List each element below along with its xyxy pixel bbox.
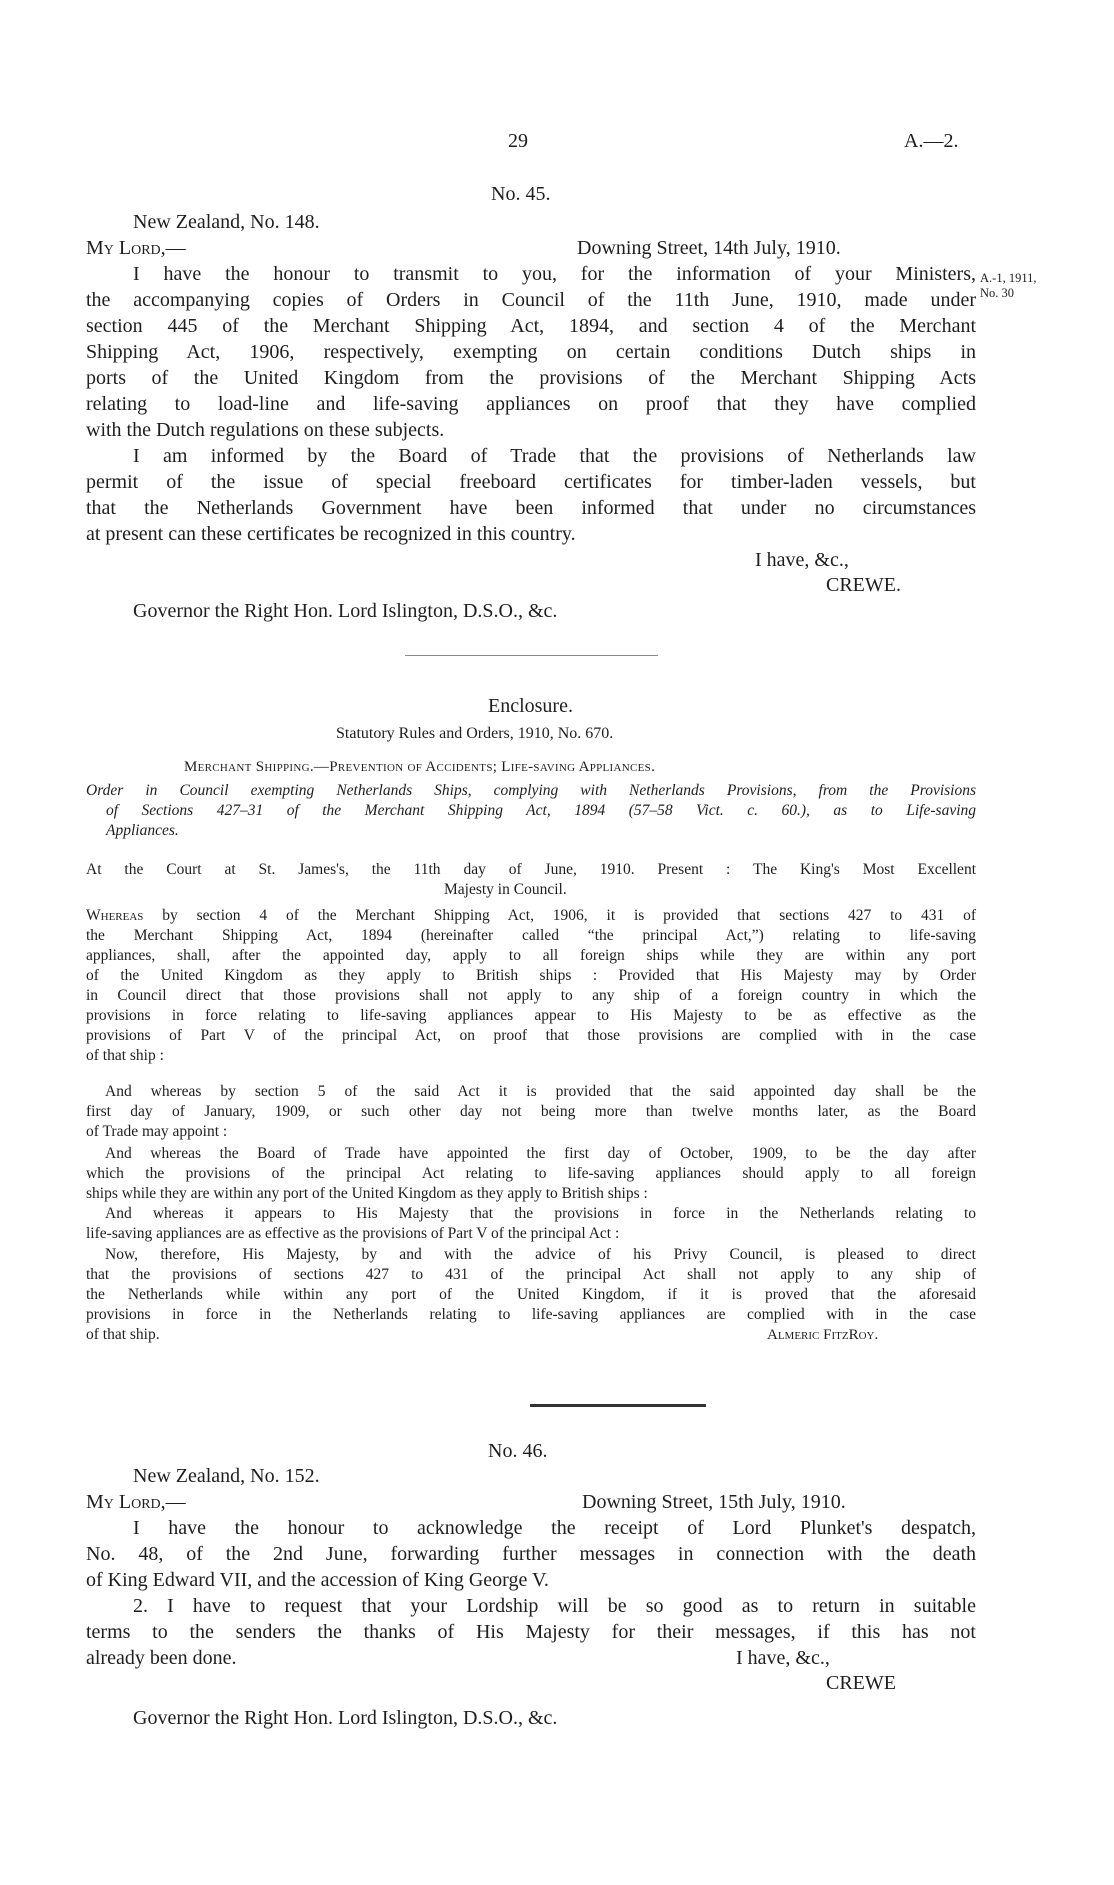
dispatch-body-para-1 xyxy=(86,1515,976,1593)
signature: CREWE xyxy=(826,1672,896,1694)
text-line: Shipping Act, 1906, respectively, exempting on certain conditions Dutch ships in xyxy=(86,341,976,363)
text-line: of King Edward VII, and the accession of King George V. xyxy=(86,1569,549,1591)
order-para-4 xyxy=(86,1204,976,1244)
text-line: section 445 of the Merchant Shipping Act, 1894, and section 4 of the Merchant xyxy=(86,315,976,337)
text-line: No. 48, of the 2nd June, forwarding further messages in connection with the death xyxy=(86,1543,976,1565)
text-line: And whereas by section 5 of the said Act it is provided that the said appointed day shall be the xyxy=(105,1083,976,1100)
place-date: Downing Street, 15th July, 1910. xyxy=(582,1491,846,1513)
dispatch-number: No. 46. xyxy=(488,1440,548,1462)
statutory-rules-reference: Statutory Rules and Orders, 1910, No. 670. xyxy=(336,725,614,742)
text-line xyxy=(86,906,976,926)
section-divider xyxy=(530,1404,706,1407)
text-line: 2. I have to request that your Lordship will be so good as to return in suitable xyxy=(133,1595,976,1617)
order-para-3 xyxy=(86,1144,976,1204)
text-line: terms to the senders the thanks of His Majesty for their messages, if this has not xyxy=(86,1621,976,1643)
text-line: with the Dutch regulations on these subjects. xyxy=(86,419,445,441)
text-line: that the provisions of sections 427 to 431 of the principal Act shall not apply to any ship of xyxy=(86,1266,976,1283)
text-line: the accompanying copies of Orders in Council of the 11th June, 1910, made under xyxy=(86,289,976,311)
order-title xyxy=(86,781,976,841)
text-line: that the Netherlands Government have been informed that under no circumstances xyxy=(86,497,976,519)
text-line: already been done. xyxy=(86,1647,237,1669)
line-rest: by section 4 of the Merchant Shipping Act, 1906, it is provided that sections 427 to 431 of xyxy=(143,907,976,924)
text-line: I have the honour to transmit to you, for the information of your Ministers, xyxy=(133,263,976,285)
text-line: Now, therefore, His Majesty, by and with the advice of his Privy Council, is pleased to direct xyxy=(105,1246,976,1263)
text-line: ships while they are within any port of the United Kingdom as they apply to British ships : xyxy=(86,1185,648,1202)
text-line: relating to load-line and life-saving appliances on proof that they have complied xyxy=(86,393,976,415)
margin-note-number: No. 30 xyxy=(980,286,1015,300)
section-divider xyxy=(405,655,658,656)
text-line: of that ship : xyxy=(86,1047,164,1064)
closing: I have, &c., xyxy=(736,1647,830,1669)
margin-note-ref: A.-1, 1911, xyxy=(980,271,1037,285)
text-line: I am informed by the Board of Trade that the provisions of Netherlands law xyxy=(133,445,976,467)
signature: CREWE. xyxy=(826,574,901,596)
text-line: the Netherlands while within any port of the United Kingdom, if it is proved that the aforesaid xyxy=(86,1286,976,1303)
text-line: which the provisions of the principal Act relating to life-saving appliances should apply to all foreign xyxy=(86,1165,976,1182)
text-line: first day of January, 1909, or such other day not being more than twelve months later, as the Board xyxy=(86,1103,976,1120)
dispatch-number: No. 45. xyxy=(491,183,551,205)
order-subject: Merchant Shipping.—Prevention of Accidents; Life-saving Appliances. xyxy=(184,759,656,775)
dispatch-body-para-2 xyxy=(86,1593,976,1671)
order-para-2 xyxy=(86,1082,976,1142)
order-para-1 xyxy=(86,906,976,1066)
text-line: Order in Council exempting Netherlands Ships, complying with Netherlands Provisions, from the Provisions xyxy=(86,782,976,799)
text-line: of that ship. xyxy=(86,1326,160,1343)
text-line: And whereas it appears to His Majesty that the provisions in force in the Netherlands relating to xyxy=(105,1205,976,1222)
salutation: My Lord,— xyxy=(86,1491,186,1513)
closing: I have, &c., xyxy=(755,549,849,571)
order-signatory: Almeric FitzRoy. xyxy=(767,1327,879,1343)
text-line: at present can these certificates be recognized in this country. xyxy=(86,523,576,545)
text-line: ports of the United Kingdom from the provisions of the Merchant Shipping Acts xyxy=(86,367,976,389)
salutation: My Lord,— xyxy=(86,237,186,259)
text-line: life-saving appliances are as effective as the provisions of Part V of the principal Act : xyxy=(86,1225,620,1242)
text-line: provisions of Part V of the principal Act, on proof that those provisions are complied with in the case xyxy=(86,1027,976,1044)
text-line: provisions in force in the Netherlands relating to life-saving appliances are complied with in the case xyxy=(86,1306,976,1323)
text-line: Majesty in Council. xyxy=(444,881,567,898)
document-code: A.—2. xyxy=(904,130,959,152)
text-line: in Council direct that those provisions shall not apply to any ship of a foreign country in which the xyxy=(86,987,976,1004)
dispatch-body-para-2 xyxy=(86,443,976,547)
text-line: of Trade may appoint : xyxy=(86,1123,228,1140)
court-line xyxy=(86,860,976,900)
addressee: Governor the Right Hon. Lord Islington, D.S.O., &c. xyxy=(133,600,558,622)
text-line: provisions in force relating to life-saving appliances appear to His Majesty to be as effective as the xyxy=(86,1007,976,1024)
text-line: of Sections 427–31 of the Merchant Shipping Act, 1894 (57–58 Vict. c. 60.), as to Life-saving xyxy=(106,802,976,819)
whereas-word: Whereas xyxy=(86,907,144,924)
text-line: I have the honour to acknowledge the receipt of Lord Plunket's despatch, xyxy=(133,1517,976,1539)
text-line: permit of the issue of special freeboard certificates for timber-laden vessels, but xyxy=(86,471,976,493)
place-date: Downing Street, 14th July, 1910. xyxy=(577,237,841,259)
text-line: the Merchant Shipping Act, 1894 (hereinafter called “the principal Act,”) relating to life-saving xyxy=(86,927,976,944)
dispatch-reference: New Zealand, No. 148. xyxy=(133,211,320,233)
text-line: And whereas the Board of Trade have appointed the first day of October, 1909, to be the day after xyxy=(105,1145,976,1162)
text-line: of the United Kingdom as they apply to British ships : Provided that His Majesty may by Order xyxy=(86,967,976,984)
text-line: Appliances. xyxy=(106,822,179,839)
enclosure-heading: Enclosure. xyxy=(488,695,573,717)
addressee: Governor the Right Hon. Lord Islington, D.S.O., &c. xyxy=(133,1707,558,1729)
dispatch-body-para-1 xyxy=(86,261,976,443)
text-line: At the Court at St. James's, the 11th day of June, 1910. Present : The King's Most Excellent xyxy=(86,861,976,878)
text-line: appliances, shall, after the appointed day, apply to all foreign ships while they are within any port xyxy=(86,947,976,964)
dispatch-reference: New Zealand, No. 152. xyxy=(133,1465,320,1487)
page-number: 29 xyxy=(508,130,528,152)
